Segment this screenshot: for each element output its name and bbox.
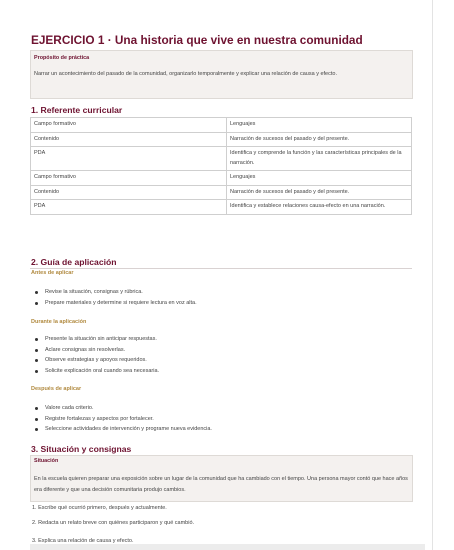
table-cell-value: Identifica y comprende la función y las características principales de la narración.: [227, 147, 412, 171]
table-cell-key: Campo formativo: [31, 171, 227, 186]
bullet-icon: [35, 291, 38, 294]
section-heading-guide: 2. Guía de aplicación: [31, 257, 117, 267]
table-cell-key: Contenido: [31, 185, 227, 200]
situation-label: Situación: [34, 458, 59, 464]
list-item: Revise la situación, consignas y rúbrica.: [31, 287, 197, 298]
bullet-icon: [35, 370, 38, 373]
group-label-after: Después de aplicar: [31, 386, 82, 392]
table-cell-value: Lenguajes: [227, 118, 412, 133]
list-item: Registre fortalezas y aspectos por fortalecer.: [31, 414, 212, 425]
list-item: Aclare consignas sin resolverlas.: [31, 345, 159, 356]
group-label-before: Antes de aplicar: [31, 270, 74, 276]
list-item: Prepare materiales y determine si requiere lectura en voz alta.: [31, 298, 197, 309]
page-footer-strip: [30, 544, 425, 550]
exercise-title: EJERCICIO 1 · Una historia que vive en nuestra comunidad: [31, 33, 363, 47]
situation-box: [30, 455, 413, 502]
purpose-box: [30, 50, 413, 99]
section-divider: [30, 268, 412, 269]
page-edge: [432, 0, 433, 550]
table-cell-key: Campo formativo: [31, 118, 227, 133]
table-row: [31, 200, 412, 215]
table-row: [31, 132, 412, 147]
instruction-step: 2. Redacta un relato breve con quiénes participaron y qué cambió.: [32, 520, 195, 526]
list-item: Seleccione actividades de intervención y programe nueva evidencia.: [31, 424, 212, 435]
section-heading-situation: 3. Situación y consignas: [31, 444, 132, 454]
table-row: [31, 185, 412, 200]
list-before: [31, 287, 197, 308]
bullet-icon: [35, 418, 38, 421]
purpose-text: Narrar un acontecimiento del pasado de la comunidad, organizarlo temporalmente y explicar una relación de causa y efecto.: [34, 71, 337, 77]
bullet-icon: [35, 302, 38, 305]
table-row: [31, 118, 412, 133]
curricular-table: [30, 117, 412, 215]
table-cell-value: Narración de sucesos del pasado y del presente.: [227, 132, 412, 147]
list-item: Solicite explicación oral cuando sea necesaria.: [31, 366, 159, 377]
table-row: [31, 147, 412, 171]
table-cell-value: Lenguajes: [227, 171, 412, 186]
table-row: [31, 171, 412, 186]
table-cell-value: Narración de sucesos del pasado y del presente.: [227, 185, 412, 200]
table-cell-key: PDA: [31, 147, 227, 171]
bullet-icon: [35, 359, 38, 362]
table-cell-value: Identifica y establece relaciones causa-efecto en una narración.: [227, 200, 412, 215]
list-after: [31, 403, 212, 435]
list-item: Observe estrategias y apoyos requeridos.: [31, 355, 159, 366]
list-during: [31, 334, 159, 376]
bullet-icon: [35, 349, 38, 352]
purpose-label: Propósito de práctica: [34, 55, 90, 61]
list-item: Valore cada criterio.: [31, 403, 212, 414]
bullet-icon: [35, 428, 38, 431]
instruction-step: 3. Explica una relación de causa y efecto.: [32, 538, 134, 544]
bullet-icon: [35, 338, 38, 341]
list-item: Presente la situación sin anticipar respuestas.: [31, 334, 159, 345]
table-cell-key: Contenido: [31, 132, 227, 147]
table-cell-key: PDA: [31, 200, 227, 215]
group-label-during: Durante la aplicación: [31, 319, 87, 325]
instruction-step: 1. Escribe qué ocurrió primero, después y actualmente.: [32, 505, 167, 511]
situation-text: En la escuela quieren preparar una exposición sobre un lugar de la comunidad que ha cambiado con el tiempo. Una persona mayor contó que hace años era diferente y que una decisión comunitaria produjo cambios.: [34, 476, 408, 493]
bullet-icon: [35, 407, 38, 410]
section-heading-curricular: 1. Referente curricular: [31, 105, 123, 115]
